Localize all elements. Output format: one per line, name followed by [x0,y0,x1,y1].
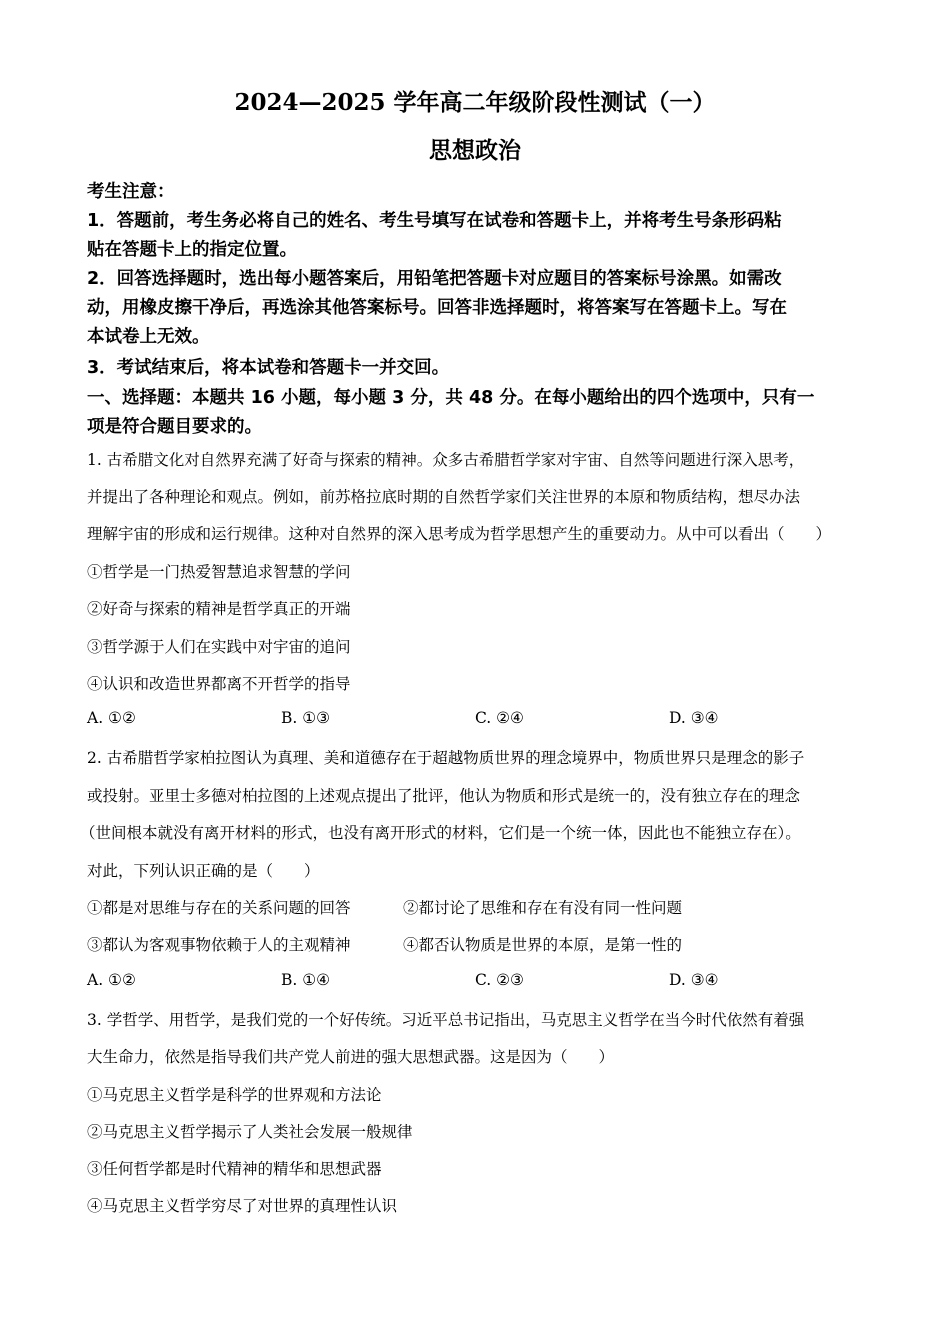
notice-line: 2．回答选择题时，选出每小题答案后，用铅笔把答题卡对应题目的答案标号涂黑。如需改 [87,269,782,289]
question-stem: 并提出了各种理论和观点。例如，前苏格拉底时期的自然哲学家们关注世界的本原和物质结构，想尽办法 [87,488,801,506]
question-stem: 1. 古希腊文化对自然界充满了好奇与探索的精神。众多古希腊哲学家对宇宙、自然等问题进行深入思考， [87,451,805,469]
option-c: C. ②③ [475,971,524,989]
notice-line: 本试卷上无效。 [87,327,210,347]
notice-line: 动，用橡皮擦干净后，再选涂其他答案标号。回答非选择题时，将答案写在答题卡上。写在 [87,298,787,318]
statement: ④都否认物质是世界的本原，是第一性的 [403,936,683,954]
option-c: C. ②④ [475,709,524,727]
exam-title: 2024—2025 学年高二年级阶段性测试（一） [234,89,716,116]
question-stem: （世间根本就没有离开材料的形式，也没有离开形式的材料，它们是一个统一体，因此也不能独立存在）。 [80,824,801,842]
option-d: D. ③④ [669,971,719,989]
statement: ④马克思主义哲学穷尽了对世界的真理性认识 [87,1197,398,1215]
notice-heading: 考生注意： [87,182,175,202]
statement: ②好奇与探索的精神是哲学真正的开端 [87,600,351,618]
question-stem: 2. 古希腊哲学家柏拉图认为真理、美和道德存在于超越物质世界的理念境界中，物质世界只是理念的影子 [87,749,805,767]
option-b: B. ①③ [281,709,331,727]
option-a: A. ①② [87,971,136,989]
question-stem: 或投射。亚里士多德对柏拉图的上述观点提出了批评，他认为物质和形式是统一的，没有独立存在的理念 [87,787,801,805]
question-stem: 理解宇宙的形成和运行规律。这种对自然界的深入思考成为哲学思想产生的重要动力。从中可以看出（ ） [87,525,832,543]
question-stem: 对此，下列认识正确的是（ ） [87,862,320,880]
statement: ③哲学源于人们在实践中对宇宙的追问 [87,638,351,656]
option-b: B. ①④ [281,971,331,989]
question-stem: 3. 学哲学、用哲学，是我们党的一个好传统。习近平总书记指出，马克思主义哲学在当今时代依然有着强 [87,1011,805,1029]
option-d: D. ③④ [669,709,719,727]
statement: ①哲学是一门热爱智慧追求智慧的学问 [87,563,351,581]
question-stem: 大生命力，依然是指导我们共产党人前进的强大思想武器。这是因为（ ） [87,1048,615,1066]
statement: ③都认为客观事物依赖于人的主观精神 [87,936,351,954]
statement: ②马克思主义哲学揭示了人类社会发展一般规律 [87,1123,413,1141]
option-a: A. ①② [87,709,136,727]
subject-title: 思想政治 [429,137,521,164]
statement: ③任何哲学都是时代精神的精华和思想武器 [87,1160,382,1178]
statement: ①都是对思维与存在的关系问题的回答 [87,899,351,917]
statement: ④认识和改造世界都离不开哲学的指导 [87,675,351,693]
section-instruction: 项是符合题目要求的。 [87,417,262,437]
section-instruction: 一、选择题：本题共 16 小题，每小题 3 分，共 48 分。在每小题给出的四个选项中，只有一 [87,388,815,408]
notice-line: 贴在答题卡上的指定位置。 [87,240,297,260]
statement: ①马克思主义哲学是科学的世界观和方法论 [87,1086,382,1104]
statement: ②都讨论了思维和存在有没有同一性问题 [403,899,683,917]
notice-line: 3．考试结束后，将本试卷和答题卡一并交回。 [87,358,450,378]
notice-line: 1．答题前，考生务必将自己的姓名、考生号填写在试卷和答题卡上，并将考生号条形码粘 [87,211,782,231]
